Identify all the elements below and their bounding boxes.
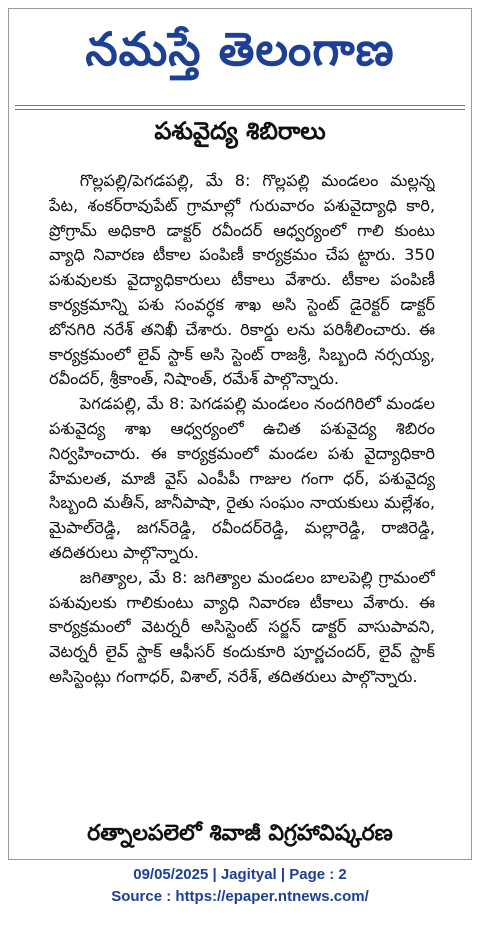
article-paragraph-2: పెగడపల్లి, మే 8: పెగడపల్లి మండలం నందగిరిలో మండల పశువైద్య శాఖ ఆధ్వర్యంలో ఉచిత పశువైద్య శిబిరం నిర్వహించారు. ఈ కార్యక్రమంలో మండల పశు వైద్యాధికారి హేమలత, మాజీ వైస్ ఎంపీపీ గాజుల గంగా ధర్, పశువైద్య సిబ్బంది మతీన్, జానీపాషా, రైతు సంఘం నాయకులు మల్లేశం, మైపాల్‌రెడ్డి, జగన్‌రెడ్డి, రవీందర్‌రెడ్డి, మల్లారెడ్డి, రాజిరెడ్డి, తదితరులు పాల్గొన్నారు. bbox=[49, 394, 435, 562]
masthead bbox=[9, 9, 471, 101]
source-line: Source : https://epaper.ntnews.com/ bbox=[111, 888, 369, 905]
source-meta bbox=[0, 864, 480, 908]
masthead-rule-top bbox=[15, 105, 465, 106]
article-paragraph-1: గొల్లపల్లి/పెగడపల్లి, మే 8: గొల్లపల్లి మండలం మల్లన్న పేట, శంకర్‌రావుపేట్ గ్రామాల్లో గురువారం పశువైద్యాధి కారి, ప్రోగ్రామ్ అధికారి డాక్టర్ రవీందర్ ఆధ్వర్యంలో గాలి కుంటు వ్యాధి నివారణ టీకాల పంపిణీ కార్యక్రమం చేప ట్టారు. 350 పశువులకు వైద్యాధికారులు టీకాలు వేశారు. టీకాల పంపిణీ కార్యక్రమాన్ని పశు సంవర్ధక శాఖ అసి స్టెంట్ డైరెక్టర్ డాక్టర్ బోనగిరి నరేశ్ తనిఖీ చేశారు. రికార్డు లను పరిశీలించారు. ఈ కార్యక్రమంలో లైవ్ స్టాక్ అసి స్టెంట్ రాజశ్రీ, సిబ్బంది నర్సయ్య, రవీందర్, శ్రీకాంత్, నిషాంత్, రమేశ్ పాల్గొన్నారు. bbox=[49, 171, 435, 389]
next-article-headline: రత్నాలపలెలో శివాజీ విగ్రహావిష్కరణ bbox=[87, 821, 393, 846]
article-paragraph-3: జగిత్యాల, మే 8: జగిత్యాల మండలం బాలపెల్లి గ్రామంలో పశువులకు గాలికుంటు వ్యాధి నివారణ టీకాలు వేశారు. ఈ కార్యక్రమంలో వెటర్నరీ అసిస్టెంట్ సర్జన్ డాక్టర్ వాసుపావని, వెటర్నరీ లైవ్ స్టాక్ ఆఫీసర్ కందుకూరి పూర్ణచందర్, లైవ్ స్టాక్ అసిస్టెంట్లు గంగాధర్, విశాల్, నరేశ్, తదితరులు పాల్గొన్నారు. bbox=[49, 567, 435, 686]
edition-line: 09/05/2025 | Jagityal | Page : 2 bbox=[133, 866, 347, 883]
newspaper-clipping bbox=[8, 8, 472, 860]
article-headline: పశువైద్య శిబిరాలు bbox=[154, 117, 326, 145]
masthead-rule-bottom bbox=[15, 109, 465, 110]
article-body bbox=[49, 169, 435, 819]
masthead-title: నమస్తే తెలంగాణ bbox=[85, 22, 395, 76]
